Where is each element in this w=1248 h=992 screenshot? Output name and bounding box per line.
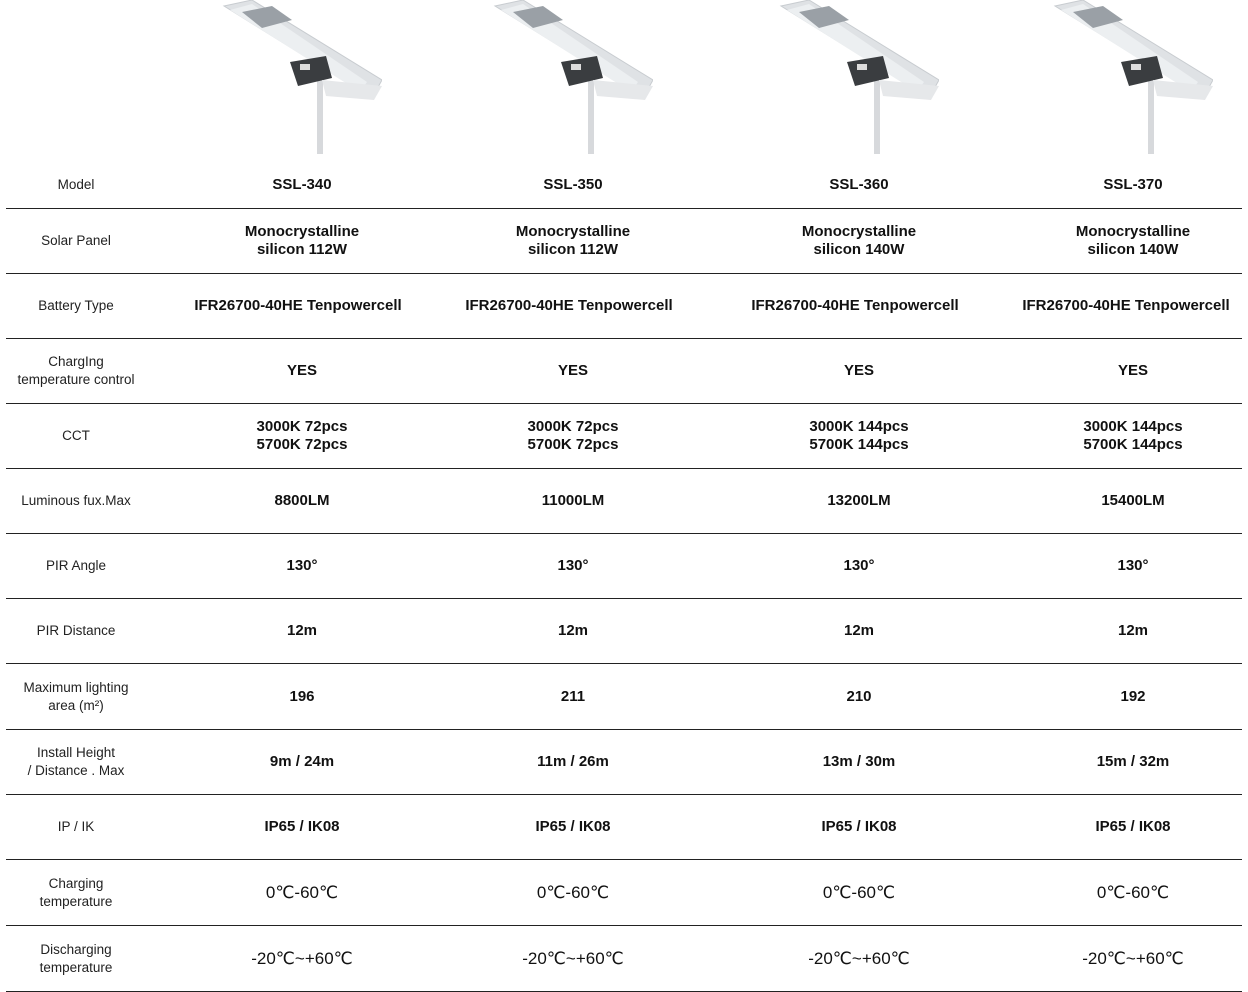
spec-value: 210 xyxy=(846,687,872,705)
spec-value: 192 xyxy=(1120,687,1146,705)
spec-value: 12m xyxy=(1117,622,1149,639)
spec-value: YES xyxy=(286,362,317,379)
spec-row-install-height xyxy=(6,729,1242,794)
spec-value: IFR26700-40HE Tenpowercell xyxy=(194,297,402,314)
spec-value: Monocrystalline silicon 140W xyxy=(1075,223,1191,258)
row-label: PIR Distance xyxy=(36,623,116,638)
spec-value: 12m xyxy=(286,622,318,639)
row-label: Model xyxy=(57,177,95,192)
spec-value: 211 xyxy=(560,687,586,705)
spec-value: 13m / 30m xyxy=(822,753,896,770)
row-label: Discharging temperature xyxy=(39,941,113,975)
row-label: Charging temperature xyxy=(39,875,113,909)
model-name: SSL-340 xyxy=(272,176,332,193)
spec-value: 130° xyxy=(286,557,318,574)
row-label: ChargIng temperature control xyxy=(17,354,135,387)
spec-row-pir-distance xyxy=(6,598,1242,663)
spec-value: 11m / 26m xyxy=(537,753,609,770)
spec-value: -20℃~+60℃ xyxy=(1082,948,1184,968)
product-images xyxy=(0,0,1248,154)
spec-row-cct xyxy=(6,403,1242,468)
spec-value: IP65 / IK08 xyxy=(1095,818,1171,835)
spec-value: 3000K 144pcs 5700K 144pcs xyxy=(809,418,909,453)
spec-value: 130° xyxy=(843,557,875,574)
spec-value: 9m / 24m xyxy=(269,753,335,770)
model-name: SSL-350 xyxy=(543,176,603,193)
spec-row-charging-temp-control xyxy=(6,338,1242,403)
spec-value: 3000K 72pcs 5700K 72pcs xyxy=(527,418,619,453)
spec-value: Monocrystalline silicon 140W xyxy=(801,223,917,258)
spec-value: Monocrystalline silicon 112W xyxy=(244,223,360,258)
solar-street-light-image xyxy=(222,0,382,154)
solar-street-light-image xyxy=(1053,0,1213,154)
row-label: PIR Angle xyxy=(45,558,107,573)
row-label: Luminous fux.Max xyxy=(21,493,131,508)
row-label: IP / IK xyxy=(57,819,95,834)
spec-value: YES xyxy=(843,362,874,379)
spec-value: YES xyxy=(1117,362,1148,379)
spec-value: 13200LM xyxy=(827,492,891,509)
spec-value: 3000K 72pcs 5700K 72pcs xyxy=(256,418,348,453)
spec-value: YES xyxy=(557,362,588,379)
row-label: Solar Panel xyxy=(41,233,111,248)
solar-street-light-image xyxy=(493,0,653,154)
spec-row-max-lighting-area xyxy=(6,663,1242,729)
spec-value: IFR26700-40HE Tenpowercell xyxy=(465,297,673,314)
spec-value: 15400LM xyxy=(1101,492,1165,509)
spec-value: 3000K 144pcs 5700K 144pcs xyxy=(1083,418,1183,453)
spec-row-discharging-temperature xyxy=(6,925,1242,992)
spec-row-luminous-flux xyxy=(6,468,1242,533)
spec-value: IFR26700-40HE Tenpowercell xyxy=(751,297,959,314)
spec-value: IP65 / IK08 xyxy=(535,818,611,835)
spec-row-charging-temperature xyxy=(6,859,1242,925)
row-label: Install Height / Distance . Max xyxy=(27,745,125,778)
spec-value: IP65 / IK08 xyxy=(821,818,897,835)
spec-value: 15m / 32m xyxy=(1096,753,1170,770)
model-row xyxy=(6,162,1242,208)
spec-row-solar-panel xyxy=(6,208,1242,273)
spec-value: 8800LM xyxy=(274,492,330,509)
spec-value: 11000LM xyxy=(541,492,605,509)
spec-value: IP65 / IK08 xyxy=(264,818,340,835)
spec-value: 0℃-60℃ xyxy=(265,882,339,902)
row-label: Battery Type xyxy=(38,298,114,313)
spec-row-ip-ik xyxy=(6,794,1242,859)
spec-value: 12m xyxy=(557,622,589,639)
spec-value: IFR26700-40HE Tenpowercell xyxy=(1022,297,1230,314)
spec-value: 130° xyxy=(557,557,589,574)
spec-value: 0℃-60℃ xyxy=(1096,882,1170,902)
model-name: SSL-370 xyxy=(1103,176,1163,193)
model-name: SSL-360 xyxy=(829,176,889,193)
spec-value: -20℃~+60℃ xyxy=(522,948,624,968)
spec-value: -20℃~+60℃ xyxy=(808,948,910,968)
spec-row-pir-angle xyxy=(6,533,1242,598)
solar-street-light-image xyxy=(779,0,939,154)
spec-value: -20℃~+60℃ xyxy=(251,948,353,968)
row-label: Maximum lighting area (m²) xyxy=(23,679,129,713)
spec-value: 12m xyxy=(843,622,875,639)
spec-value: 0℃-60℃ xyxy=(536,882,610,902)
spec-row-battery-type xyxy=(6,273,1242,338)
spec-value: 0℃-60℃ xyxy=(822,882,896,902)
spec-value: 196 xyxy=(289,687,315,705)
spec-value: 130° xyxy=(1117,557,1149,574)
spec-value: Monocrystalline silicon 112W xyxy=(515,223,631,258)
row-label: CCT xyxy=(62,428,90,443)
